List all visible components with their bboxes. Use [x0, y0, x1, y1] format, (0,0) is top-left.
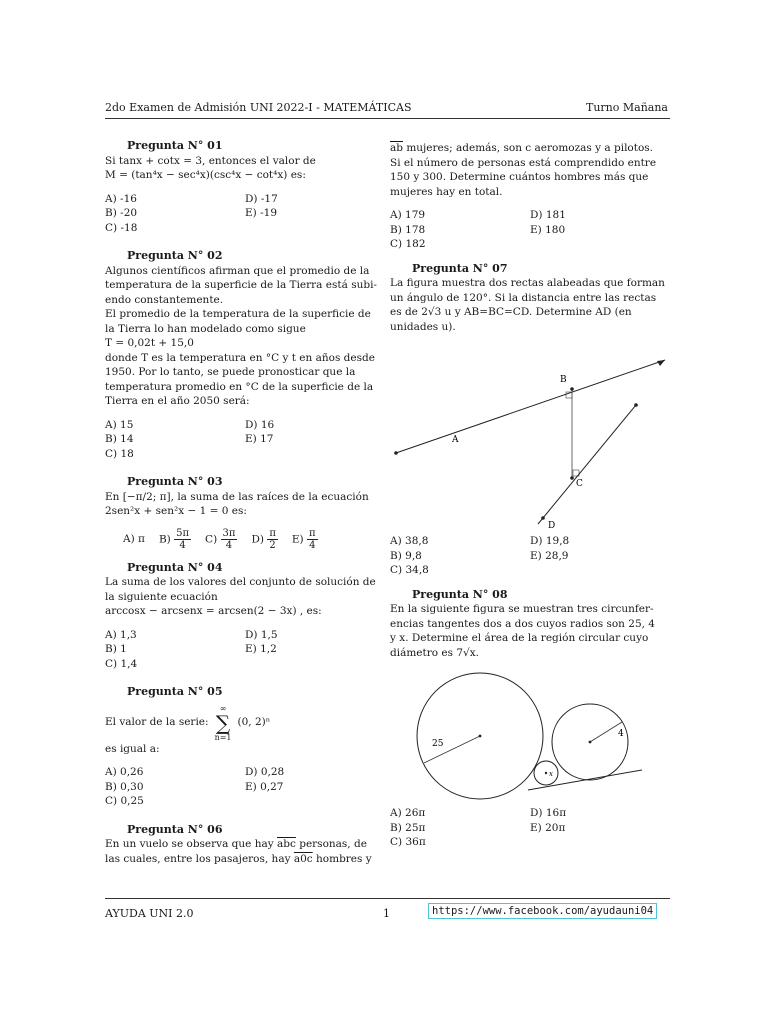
question-02 — [105, 249, 380, 461]
footer-brand: AYUDA UNI 2.0 — [105, 907, 194, 920]
question-text: Tierra en el año 2050 será: — [105, 395, 250, 407]
answer-options — [390, 534, 672, 578]
option: B) -20 — [105, 207, 138, 219]
label-d: D — [548, 521, 556, 530]
option: C) $\frac{3\pi}{4}$ — [205, 527, 236, 551]
option: E) 1,2 — [245, 643, 277, 655]
question-text: es igual a: — [105, 742, 160, 755]
question-text: mujeres hay en total. — [390, 185, 503, 198]
question-title: Pregunta N° 02 — [127, 249, 223, 262]
skew-lines-figure — [390, 340, 672, 530]
question-title: Pregunta N° 04 — [127, 560, 223, 574]
question-formula: M = (tan⁴x − sec⁴x)(csc⁴x − cot⁴x) es: — [105, 169, 306, 181]
question-04 — [105, 561, 380, 672]
option: A) π — [123, 532, 145, 545]
question-text: diámetro es 7√x. — [390, 646, 479, 659]
question-text: Si tanx + cotx = 3, entonces el valor de — [105, 154, 316, 167]
option: E) 180 — [530, 223, 566, 236]
option: C) -18 — [105, 221, 138, 234]
line-ab — [396, 360, 665, 453]
option: D) -17 — [245, 192, 278, 205]
question-text: endo constantemente. — [105, 293, 224, 306]
footer-rule — [105, 898, 670, 899]
right-column — [390, 141, 672, 850]
sigma-symbol: ∞ ∑ n=1 — [214, 703, 232, 742]
point-d — [541, 516, 545, 520]
question-text: la siguiente ecuación — [105, 590, 218, 603]
question-text: es de 2√3 u y AB=BC=CD. Determine AD (en — [390, 306, 632, 318]
point-c — [570, 476, 574, 480]
option: E) 17 — [245, 433, 274, 445]
option: C) 18 — [105, 447, 134, 460]
question-text: Algunos científicos afirman que el promedio de la — [105, 264, 370, 277]
page-number: 1 — [383, 907, 390, 920]
option: D) 0,28 — [245, 766, 285, 778]
question-text: El promedio de la temperatura de la superficie de — [105, 308, 371, 320]
option: E) 28,9 — [530, 549, 569, 562]
option: D) 16π — [530, 807, 567, 819]
question-text: 150 y 300. Determine cuántos hombres más que — [390, 171, 649, 183]
answer-options — [123, 528, 380, 551]
question-text: temperatura promedio en °C de la superficie de la — [105, 380, 374, 393]
question-text: encias tangentes dos a dos cuyos radios son 25, 4 — [390, 617, 655, 630]
label-a: A — [452, 435, 459, 445]
question-title: Pregunta N° 08 — [412, 587, 508, 601]
question-text: las cuales, entre los pasajeros, hay a0c hombres y — [105, 852, 372, 865]
arrow-head — [657, 360, 665, 366]
question-text: $\overline{ab}$ mujeres; además, son c aeromozas y a pilotos. — [390, 142, 654, 154]
question-title: Pregunta N° 07 — [412, 261, 508, 275]
option: C) 34,8 — [390, 564, 429, 576]
question-text: En un vuelo se observa que hay $\overline{abc}$ personas, de — [105, 838, 367, 850]
question-formula: 2sen²x + sen²x − 1 = 0 es: — [105, 505, 247, 517]
question-title: Pregunta N° 03 — [127, 475, 223, 488]
question-formula: arccosx − arcsenx = arcsen(2 − 3x) , es: — [105, 605, 322, 617]
option: C) 182 — [390, 238, 426, 250]
option: A) 38,8 — [390, 535, 429, 547]
question-text: unidades u). — [390, 320, 456, 333]
question-text: y x. Determine el área de la región circular cuyo — [390, 632, 649, 644]
tangent-circles-figure — [390, 666, 672, 806]
option: C) 1,4 — [105, 657, 138, 670]
question-formula: T = 0,02t + 15,0 — [105, 337, 194, 349]
left-column — [105, 139, 380, 866]
question-text: En [−π/2; π], la suma de las raíces de la ecuación — [105, 490, 369, 503]
answer-options — [105, 418, 380, 462]
series-term: (0, 2)ⁿ — [237, 716, 271, 729]
point — [634, 403, 638, 407]
facebook-link[interactable]: https://www.facebook.com/ayudauni04 — [428, 903, 657, 919]
center-point — [479, 735, 482, 738]
question-text: temperatura de la superficie de la Tierra está subi- — [105, 279, 377, 291]
option: A) 0,26 — [105, 766, 144, 778]
question-08 — [390, 588, 672, 850]
answer-options — [390, 806, 672, 850]
option: B) $\frac{5\pi}{4}$ — [158, 527, 190, 551]
question-text: La suma de los valores del conjunto de solución de — [105, 576, 376, 588]
question-text: la Tierra lo han modelado como sigue — [105, 322, 306, 335]
header-title: 2do Examen de Admisión UNI 2022-I - MATEMÁTICAS — [105, 101, 412, 114]
question-text: Si el número de personas está comprendido entre — [390, 156, 657, 169]
option: B) 1 — [105, 643, 127, 655]
question-07 — [390, 262, 672, 578]
question-text: La figura muestra dos rectas alabeadas que forman — [390, 277, 665, 289]
point-b — [570, 387, 574, 391]
answer-options — [105, 628, 380, 672]
option: A) -16 — [105, 192, 137, 205]
option: B) 178 — [390, 223, 426, 236]
center-point — [545, 772, 547, 774]
option: E) $\frac{\pi}{4}$ — [291, 527, 316, 551]
point-start — [394, 451, 398, 455]
question-text: 1950. Por lo tanto, se puede pronosticar que la — [105, 366, 356, 378]
option: C) 36π — [390, 836, 426, 848]
option: B) 25π — [390, 821, 426, 834]
option: A) 26π — [390, 807, 426, 819]
option: B) 14 — [105, 433, 134, 445]
label-25: 25 — [432, 739, 444, 749]
question-06 — [105, 823, 380, 867]
question-05 — [105, 685, 380, 809]
option: A) 15 — [105, 418, 134, 431]
option: B) 0,30 — [105, 780, 144, 793]
series-expression — [105, 704, 380, 742]
option: D) 16 — [245, 418, 275, 431]
answer-options — [105, 192, 380, 236]
header-shift: Turno Mañana — [586, 101, 668, 114]
option: B) 9,8 — [390, 549, 422, 562]
option: A) 1,3 — [105, 628, 137, 641]
question-06-continued — [390, 141, 672, 252]
answer-options — [105, 765, 380, 809]
option: E) 20π — [530, 821, 566, 834]
label-b: B — [560, 375, 567, 385]
question-text: En la siguiente figura se muestran tres circunfer- — [390, 603, 654, 615]
option: A) 179 — [390, 209, 426, 221]
line-cd — [538, 405, 636, 524]
header-rule — [105, 118, 670, 119]
label-c: C — [576, 479, 583, 489]
question-title: Pregunta N° 05 — [127, 685, 223, 698]
option: E) 0,27 — [245, 780, 284, 793]
question-01 — [105, 139, 380, 235]
option: E) -19 — [245, 207, 278, 219]
question-text: un ángulo de 120°. Si la distancia entre las rectas — [390, 291, 657, 304]
option: D) 1,5 — [245, 628, 278, 641]
label-x: x — [549, 770, 553, 778]
question-text: donde T es la temperatura en °C y t en años desde — [105, 351, 375, 364]
option: D) 19,8 — [530, 535, 570, 547]
answer-options — [390, 208, 672, 252]
center-point — [589, 741, 592, 744]
option: D) 181 — [530, 209, 566, 221]
question-03 — [105, 475, 380, 551]
question-title: Pregunta N° 01 — [127, 139, 223, 152]
option: D) $\frac{\pi}{2}$ — [251, 527, 276, 551]
question-title: Pregunta N° 06 — [127, 822, 223, 836]
question-text: El valor de la serie: — [105, 716, 209, 729]
label-4: 4 — [618, 729, 624, 739]
option: C) 0,25 — [105, 795, 144, 807]
